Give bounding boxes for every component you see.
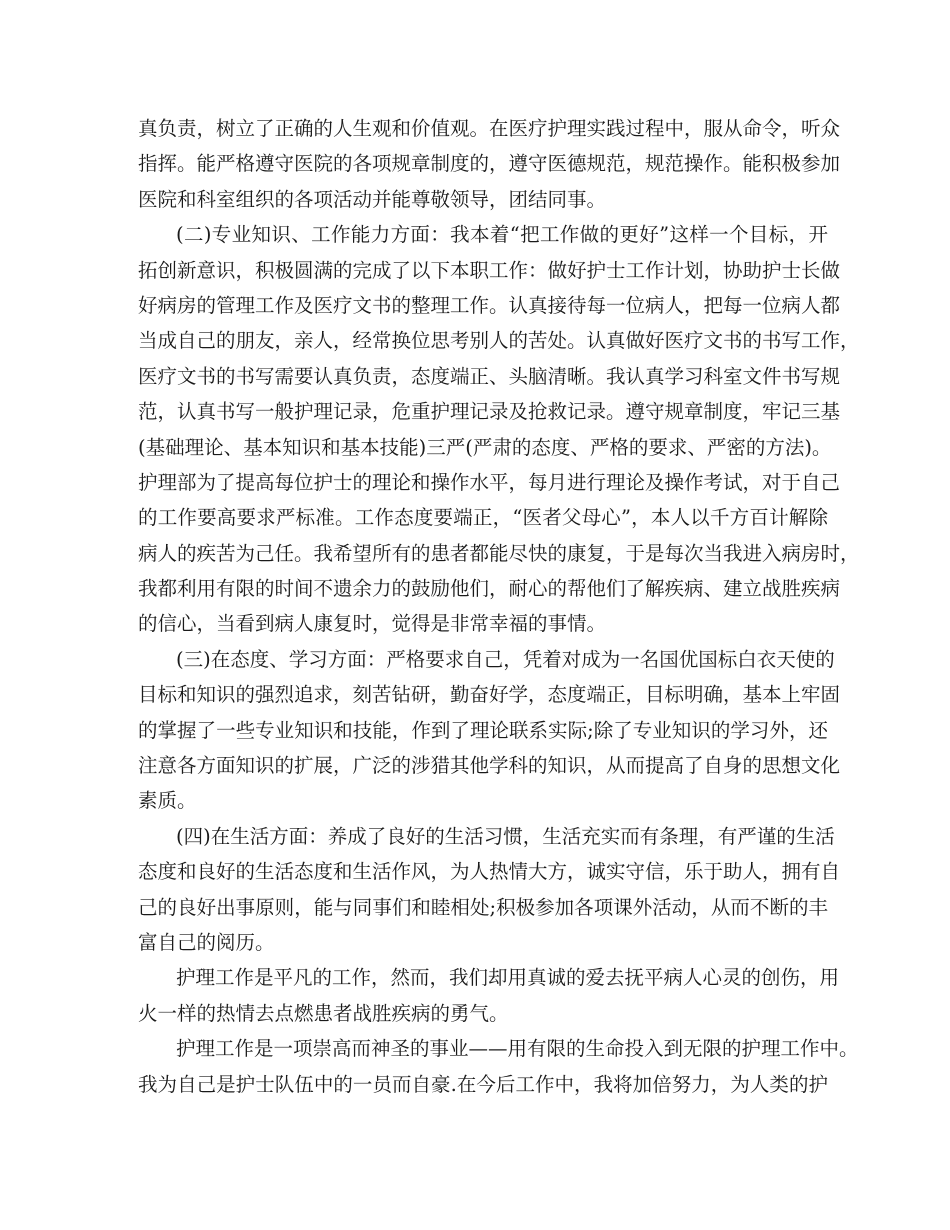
text-line: 态度和良好的生活态度和生活作风，为人热情大方，诚实守信，乐于助人，拥有自 bbox=[138, 860, 841, 884]
text-line: 的信心，当看到病人康复时，觉得是非常幸福的事情。 bbox=[138, 612, 607, 636]
text-line: 的工作要高要求严标准。工作态度要端正，“医者父母心”，本人以千方百计解除 bbox=[138, 506, 828, 530]
text-line: 真负责，树立了正确的人生观和价值观。在医疗护理实践过程中，服从命令，听众 bbox=[138, 117, 841, 140]
text-line: 当成自己的朋友，亲人，经常换位思考别人的苦处。认真做好医疗文书的书写工作， bbox=[138, 329, 860, 353]
text-line: 医院和科室组织的各项活动并能尊敬领导，团结同事。 bbox=[138, 187, 607, 211]
text-line: 护理工作是平凡的工作，然而，我们却用真诚的爱去抚平病人心灵的创伤，用 bbox=[176, 966, 840, 990]
text-line: 我都利用有限的时间不遗余力的鼓励他们，耐心的帮他们了解疾病、建立战胜疾病 bbox=[138, 577, 841, 601]
text-line: 拓创新意识，积极圆满的完成了以下本职工作：做好护士工作计划，协助护士长做 bbox=[138, 258, 841, 282]
text-line: 病人的疾苦为己任。我希望所有的患者都能尽快的康复，于是每次当我进入病房时， bbox=[138, 541, 860, 565]
document-body bbox=[138, 111, 860, 1102]
text-line: 我为自己是护士队伍中的一员而自豪.在今后工作中，我将加倍努力，为人类的护 bbox=[138, 1072, 828, 1096]
text-line: 护理部为了提高每位护士的理论和操作水平，每月进行理论及操作考试，对于自己 bbox=[138, 470, 841, 494]
text-line: 注意各方面知识的扩展，广泛的涉猎其他学科的知识，从而提高了自身的思想文化 bbox=[138, 754, 841, 778]
text-line: 好病房的管理工作及医疗文书的整理工作。认真接待每一位病人，把每一位病人都 bbox=[138, 293, 841, 317]
text-line: (二)专业知识、工作能力方面：我本着“把工作做的更好”这样一个目标，开 bbox=[176, 223, 828, 247]
text-line: 目标和知识的强烈追求，刻苦钻研，勤奋好学，态度端正，目标明确，基本上牢固 bbox=[138, 683, 841, 707]
text-line: 火一样的热情去点燃患者战胜疾病的勇气。 bbox=[138, 1001, 509, 1025]
text-line: 范，认真书写一般护理记录，危重护理记录及抢救记录。遵守规章制度，牢记三基 bbox=[138, 400, 841, 424]
text-line: 富自己的阅历。 bbox=[138, 930, 275, 954]
text-line: 的掌握了一些专业知识和技能，作到了理论联系实际;除了专业知识的学习外，还 bbox=[138, 718, 828, 742]
text-line: 素质。 bbox=[138, 789, 197, 813]
text-line: 己的良好出事原则，能与同事们和睦相处;积极参加各项课外活动，从而不断的丰 bbox=[138, 895, 828, 919]
text-line: (基础理论、基本知识和基本技能)三严(严肃的态度、严格的要求、严密的方法)。 bbox=[138, 435, 832, 459]
text-line: (四)在生活方面：养成了良好的生活习惯，生活充实而有条理，有严谨的生活 bbox=[176, 824, 835, 848]
text-line: 医疗文书的书写需要认真负责，态度端正、头脑清晰。我认真学习科室文件书写规 bbox=[138, 364, 841, 388]
text-line: (三)在态度、学习方面：严格要求自己，凭着对成为一名国优国标白衣天使的 bbox=[176, 647, 835, 671]
text-line: 指挥。能严格遵守医院的各项规章制度的，遵守医德规范，规范操作。能积极参加 bbox=[138, 152, 841, 176]
text-line: 护理工作是一项崇高而神圣的事业——用有限的生命投入到无限的护理工作中。 bbox=[176, 1037, 859, 1061]
